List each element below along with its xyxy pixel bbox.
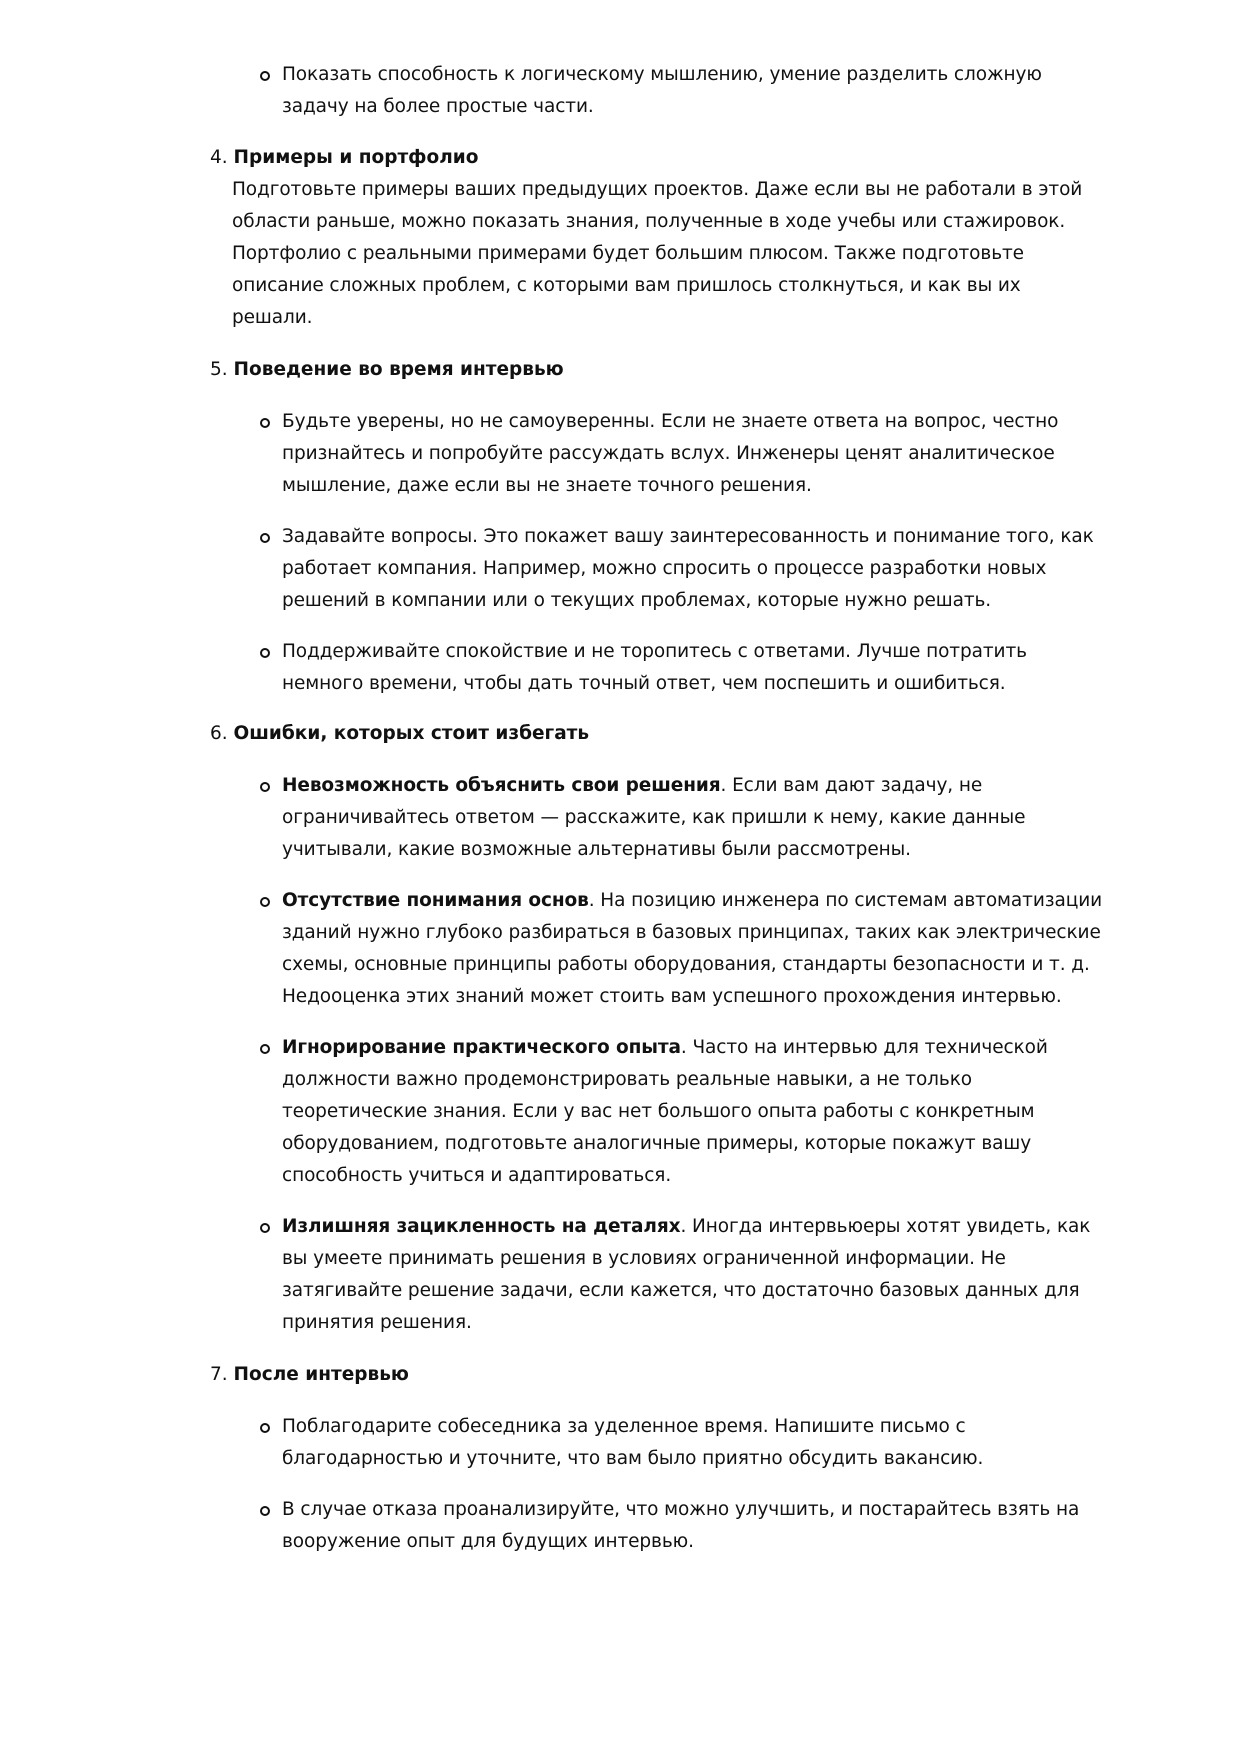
text-line: немного времени, чтобы дать точный ответ, чем поспешить и ошибиться. [282, 673, 1006, 694]
bullet-circle-icon [260, 1223, 270, 1233]
text-line: учитывали, какие возможные альтернативы были рассмотрены. [282, 839, 911, 860]
section-title: Поведение во время интервью [233, 359, 564, 380]
bullet-circle-icon [260, 418, 270, 428]
item-lead-rest: . Иногда интервьюеры хотят увидеть, как [680, 1216, 1091, 1237]
text-line [282, 1211, 1090, 1243]
text-line: ограничивайтесь ответом — расскажите, как пришли к нему, какие данные [282, 807, 1026, 828]
bullet-circle-icon [260, 648, 270, 658]
text-line: должности важно продемонстрировать реальные навыки, а не только [282, 1069, 972, 1090]
text-line: В случае отказа проанализируйте, что можно улучшить, и постарайтесь взять на [282, 1499, 1080, 1520]
section-paragraph [232, 174, 1082, 334]
section-heading [210, 142, 478, 174]
bullet-circle-icon [260, 782, 270, 792]
text-line: задачу на более простые части. [282, 96, 594, 117]
text-line: теоретические знания. Если у вас нет большого опыта работы с конкретным [282, 1101, 1035, 1122]
text-line: Будьте уверены, но не самоуверенны. Если не знаете ответа на вопрос, честно [282, 411, 1059, 432]
text-line: Поддерживайте спокойствие и не торопитесь с ответами. Лучше потратить [282, 641, 1027, 662]
text-line: схемы, основные принципы работы оборудования, стандарты безопасности и т. д. [282, 954, 1090, 975]
section-number: 6. [210, 723, 228, 744]
bullet-circle-icon [260, 71, 270, 81]
item-lead: Невозможность объяснить свои решения [282, 775, 721, 796]
text-line: решений в компании или о текущих проблемах, которые нужно решать. [282, 590, 992, 611]
bullet-circle-icon [260, 533, 270, 543]
section-number: 7. [210, 1364, 228, 1385]
text-line: Показать способность к логическому мышлению, умение разделить сложную [282, 64, 1042, 85]
text-line: затягивайте решение задачи, если кажется, что достаточно базовых данных для [282, 1280, 1080, 1301]
text-line: вы умеете принимать решения в условиях ограниченной информации. Не [282, 1248, 1006, 1269]
text-line: способность учиться и адаптироваться. [282, 1165, 672, 1186]
section-heading [210, 718, 589, 750]
text-line: работает компания. Например, можно спросить о процессе разработки новых [282, 558, 1047, 579]
section-heading [210, 354, 564, 386]
text-line: вооружение опыт для будущих интервью. [282, 1531, 694, 1552]
bullet-circle-icon [260, 1423, 270, 1433]
bullet-circle-icon [260, 1044, 270, 1054]
item-lead-rest: . На позицию инженера по системам автоматизации [588, 890, 1103, 911]
bullet-circle-icon [260, 1506, 270, 1516]
text-line: Портфолио с реальными примерами будет большим плюсом. Также подготовьте [232, 243, 1024, 264]
list-item [282, 406, 1058, 502]
item-lead: Отсутствие понимания основ [282, 890, 589, 911]
list-item [282, 770, 1025, 866]
section-number: 4. [210, 147, 228, 168]
section-number: 5. [210, 359, 228, 380]
text-line: Задавайте вопросы. Это покажет вашу заинтересованность и понимание того, как [282, 526, 1094, 547]
item-lead: Игнорирование практического опыта [282, 1037, 681, 1058]
section-title: После интервью [233, 1364, 409, 1385]
section-title: Ошибки, которых стоит избегать [233, 723, 590, 744]
text-line: мышление, даже если вы не знаете точного решения. [282, 475, 812, 496]
list-item [282, 885, 1102, 1013]
list-item [282, 59, 1042, 123]
list-item [282, 1494, 1079, 1558]
list-item [282, 1411, 983, 1475]
list-item [282, 521, 1094, 617]
text-line: признайтесь и попробуйте рассуждать вслух. Инженеры ценят аналитическое [282, 443, 1055, 464]
text-line: решали. [232, 307, 313, 328]
text-line: принятия решения. [282, 1312, 472, 1333]
text-line: Поблагодарите собеседника за уделенное время. Напишите письмо с [282, 1416, 966, 1437]
text-line: Подготовьте примеры ваших предыдущих проектов. Даже если вы не работали в этой [232, 179, 1083, 200]
section-title: Примеры и портфолио [233, 147, 479, 168]
bullet-circle-icon [260, 897, 270, 907]
text-line [282, 1032, 1048, 1064]
text-line: Недооценка этих знаний может стоить вам успешного прохождения интервью. [282, 986, 1062, 1007]
text-line: благодарностью и уточните, что вам было приятно обсудить вакансию. [282, 1448, 984, 1469]
text-line: зданий нужно глубоко разбираться в базовых принципах, таких как электрические [282, 922, 1101, 943]
text-line: области раньше, можно показать знания, полученные в ходе учебы или стажировок. [232, 211, 1066, 232]
text-line [282, 885, 1102, 917]
list-item [282, 1211, 1090, 1339]
item-lead-rest: . Часто на интервью для технической [680, 1037, 1048, 1058]
list-item [282, 636, 1027, 700]
section-heading [210, 1359, 409, 1391]
text-line [282, 770, 1025, 802]
text-line: оборудованием, подготовьте аналогичные примеры, которые покажут вашу [282, 1133, 1032, 1154]
item-lead: Излишняя зацикленность на деталях [282, 1216, 681, 1237]
list-item [282, 1032, 1048, 1192]
item-lead-rest: . Если вам дают задачу, не [720, 775, 983, 796]
text-line: описание сложных проблем, с которыми вам пришлось столкнуться, и как вы их [232, 275, 1021, 296]
